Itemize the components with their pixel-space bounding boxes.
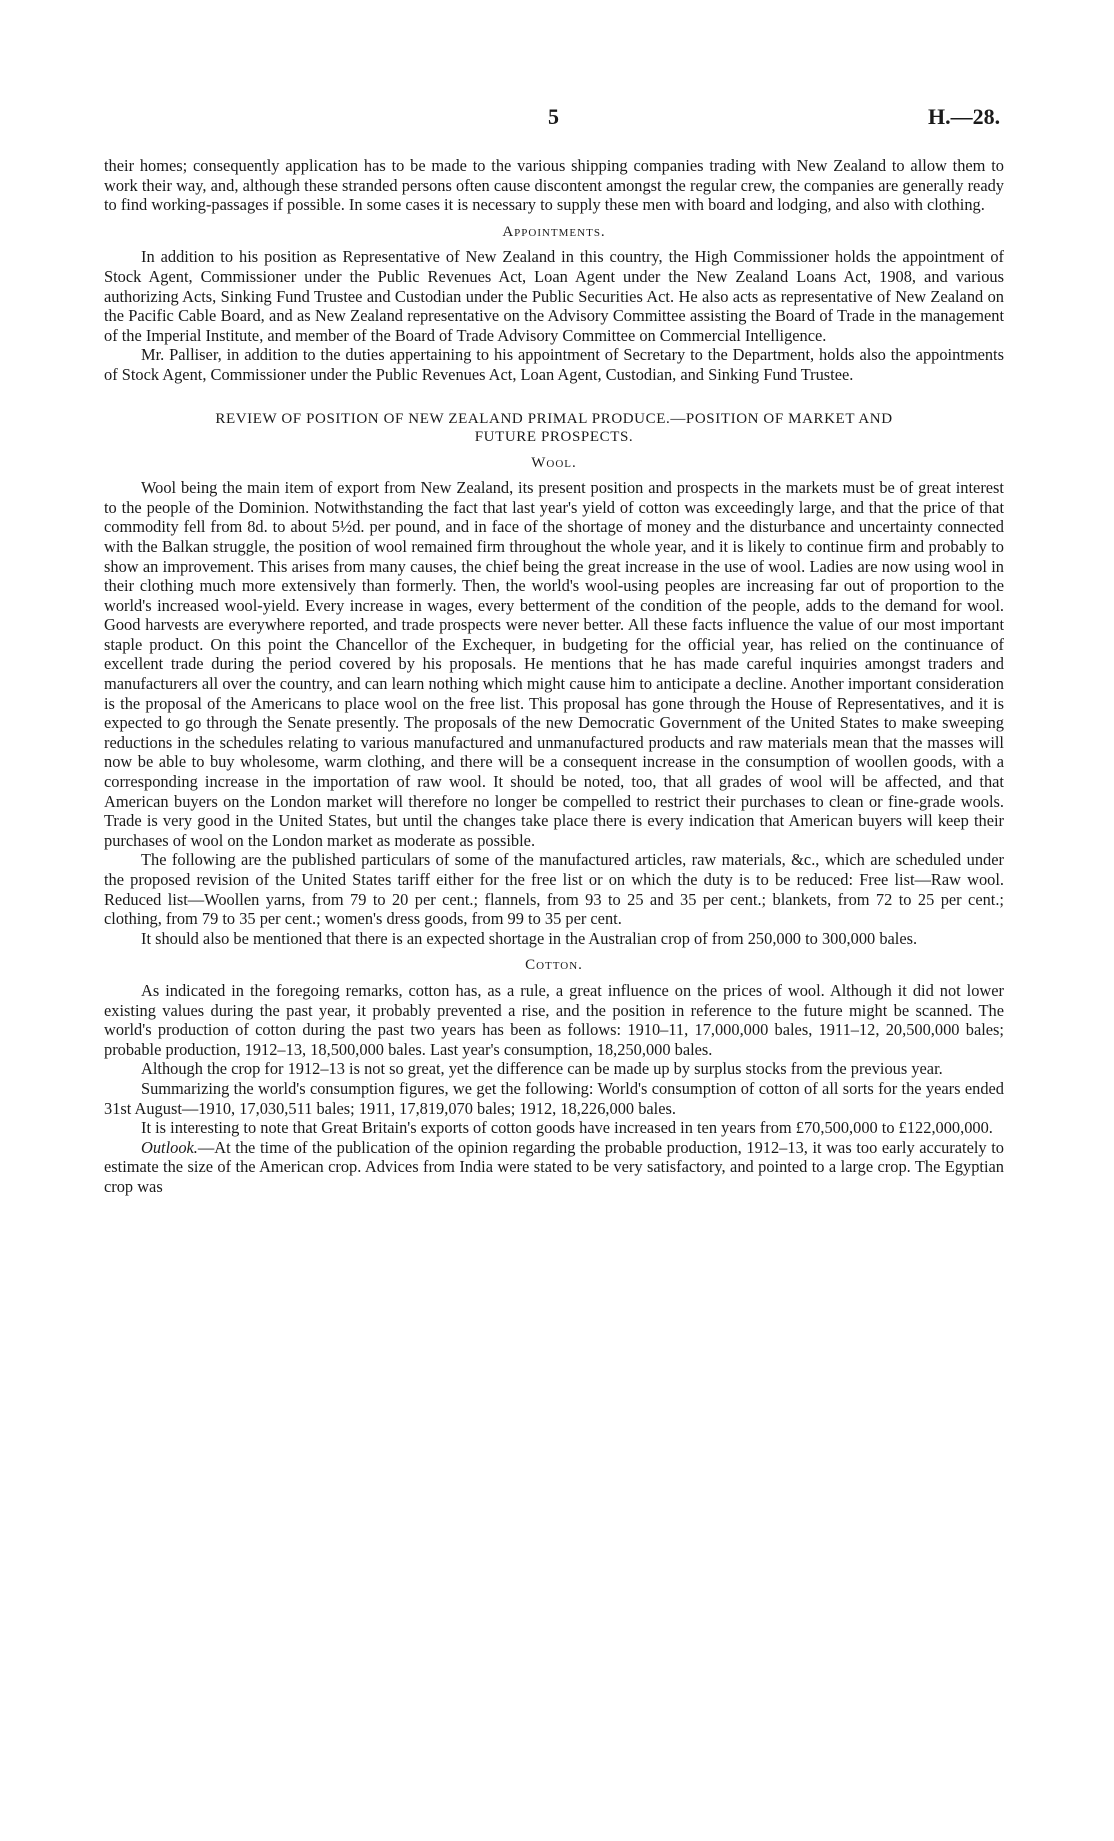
wool-paragraph-1: Wool being the main item of export from New Zealand, its present position and prospects in the markets must be of great interest to the people of the Dominion. Notwithstanding the fact that last year's yield of cotton was exceedingly large, and that the price of that commodity fell from 8d. to about 5½d. per pound, and in face of the shortage of money and the disturbance and uncertainty connected with the Balkan struggle, the position of wool remained firm throughout the whole year, and it is likely to continue firm and probably to show an improvement. This arises from many causes, the chief being the great increase in the use of wool. Ladies are now using wool in their clothing much more extensively than formerly. Then, the world's wool-using peoples are increasing far out of proportion to the world's increased wool-yield. Every increase in wages, every betterment of the condition of the people, adds to the demand for wool. Good harvests are everywhere reported, and trade prospects were never better. All these facts influence the value of our most important staple product. On this point the Chancellor of the Exchequer, in budgeting for the official year, has relied on the continuance of excellent trade during the period covered by his proposals. He mentions that he has made careful inquiries amongst traders and manufacturers all over the country, and can learn nothing which might cause him to anticipate a decline. Another important consideration is the proposal of the Americans to place wool on the free list. This proposal has gone through the House of Representatives, and it is expected to go through the Senate presently. The proposals of the new Democratic Government of the United States to make sweeping reductions in the schedules relating to various manufactured and unmanufactured products and raw materials mean that the masses will now be able to buy wholesome, warm clothing, and there will be a consequent increase in the consumption of woollen goods, with a corresponding increase in the importation of raw wool. It should be noted, too, that all grades of wool will be affected, and that American buyers on the London market will therefore no longer be compelled to restrict their purchases to clean or fine-grade wools. Trade is very good in the United States, but until the changes take place there is every indication that American buyers will keep their purchases of wool on the London market as moderate as possible.	[104, 478, 1004, 850]
outlook-paragraph	[104, 1138, 1004, 1197]
wool-heading: Wool.	[531, 454, 577, 471]
appointments-heading: Appointments.	[502, 223, 606, 240]
cotton-paragraph-3: Summarizing the world's consumption figures, we get the following: World's consumption of cotton of all sorts for the years ended 31st August—1910, 17,030,511 bales; 1911, 17,819,070 bales; 1912, 18,226,000 bales.	[104, 1078, 1004, 1118]
outlook-text: —At the time of the publication of the opinion regarding the probable production, 1912–13, it was too early accurately to estimate the size of the American crop. Advices from India were stated to be very satisfactory, and pointed to a large crop. The Egyptian crop was	[104, 1137, 1004, 1196]
outlook-label: Outlook.	[141, 1137, 198, 1157]
page-number: 5	[548, 104, 559, 129]
page-body	[104, 156, 1004, 1197]
cotton-paragraph-4: It is interesting to note that Great Britain's exports of cotton goods have increased in ten years from £70,500,000 to £122,000,000.	[141, 1118, 993, 1138]
wool-paragraph-2: The following are the published particulars of some of the manufactured articles, raw materials, &c., which are scheduled under the proposed revision of the United States tariff either for the free list or on which the duty is to be reduced: Free list—Raw wool. Reduced list—Woollen yarns, from 79 to 20 per cent.; flannels, from 93 to 25 and 35 per cent.; blankets, from 72 to 25 per cent.; clothing, from 79 to 35 per cent.; women's dress goods, from 99 to 35 per cent.	[104, 850, 1004, 929]
appointments-paragraph-2: Mr. Palliser, in addition to the duties appertaining to his appointment of Secretary to the Department, holds also the appointments of Stock Agent, Commissioner under the Public Revenues Act, Loan Agent, Custodian, and Sinking Fund Trustee.	[104, 345, 1004, 384]
intro-paragraph: their homes; consequently application has to be made to the various shipping companies trading with New Zealand to allow them to work their way, and, although these stranded persons often cause discontent amongst the regular crew, the companies are generally ready to find working-passages if possible. In some cases it is necessary to supply these men with board and lodging, and also with clothing.	[104, 156, 1004, 215]
review-heading	[104, 410, 1004, 446]
review-heading-line-2: FUTURE PROSPECTS.	[474, 428, 634, 445]
appointments-paragraph-1: In addition to his position as Representative of New Zealand in this country, the High Commissioner holds the appointment of Stock Agent, Commissioner under the Public Revenues Act, Loan Agent under the New Zealand Loans Act, 1908, and various authorizing Acts, Sinking Fund Trustee and Custodian under the Public Securities Act. He also acts as representative of New Zealand on the Pacific Cable Board, and as New Zealand representative on the Advisory Committee assisting the Board of Trade in the management of the Imperial Institute, and member of the Board of Trade Advisory Committee on Commercial Intelligence.	[104, 247, 1004, 345]
wool-paragraph-3: It should also be mentioned that there is an expected shortage in the Australian crop of from 250,000 to 300,000 bales.	[141, 928, 918, 948]
cotton-paragraph-2: Although the crop for 1912–13 is not so great, yet the difference can be made up by surplus stocks from the previous year.	[141, 1059, 943, 1079]
document-reference: H.—28.	[928, 104, 1001, 129]
review-heading-line-1: REVIEW OF POSITION OF NEW ZEALAND PRIMAL PRODUCE.—POSITION OF MARKET AND	[215, 410, 893, 427]
cotton-paragraph-1: As indicated in the foregoing remarks, cotton has, as a rule, a great influence on the prices of wool. Although it did not lower existing values during the past year, it probably prevented a rise, and the position in reference to the future might be scanned. The world's production of cotton during the past two years has been as follows: 1910–11, 17,000,000 bales, 1911–12, 20,500,000 bales; probable production, 1912–13, 18,500,000 bales. Last year's consumption, 18,250,000 bales.	[104, 980, 1004, 1059]
cotton-heading: Cotton.	[525, 957, 583, 974]
